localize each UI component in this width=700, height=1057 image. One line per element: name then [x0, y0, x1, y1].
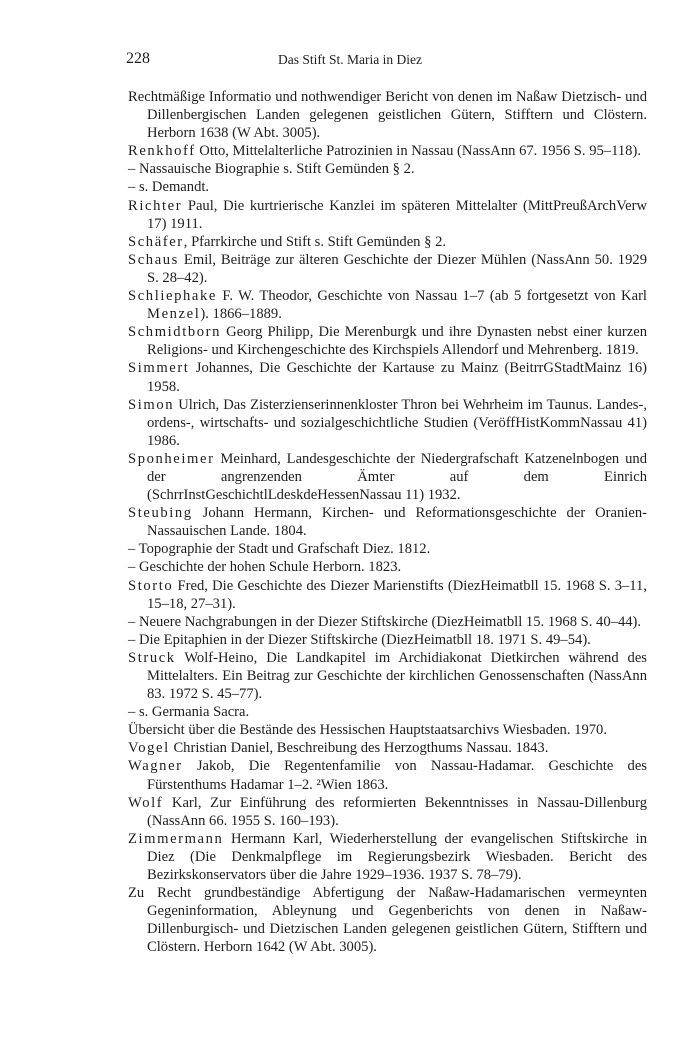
bibliography-entry: [128, 323, 647, 359]
entry-text: – s. Demandt.: [128, 179, 210, 196]
bibliography-entry: [128, 142, 647, 160]
entry-author: Schaus: [128, 251, 179, 268]
bibliography-entry: [128, 396, 647, 450]
bibliography-entry: [128, 558, 647, 576]
bibliography-entry: [128, 884, 647, 956]
entry-text: Rechtmäßige Informatio und nothwendiger Bericht von denen im Naßaw Dietzisch- und Dillenbergischen Landen gelegenen geistlichen Gütern, Stifftern und Clöstern. Herborn 1638 (W Abt. 3005).: [128, 89, 647, 142]
entry-author: Storto: [128, 577, 174, 594]
bibliography-entry: [128, 703, 647, 721]
entry-text: Meinhard, Landesgeschichte der Niedergrafschaft Katzenelnbogen und der angrenzenden Ämter auf dem Einrich (SchrrInstGeschichtlLdeskdeHessenNassau 11) 1932.: [147, 450, 647, 504]
entry-text: Johann Hermann, Kirchen- und Reformationsgeschichte der Oranien-Nassauischen Lande. 1804.: [147, 505, 647, 540]
entry-text: – Die Epitaphien in der Diezer Stiftskirche (DiezHeimatbll 18. 1971 S. 49–54).: [128, 631, 591, 648]
entry-text-tail: ). 1866–1889.: [200, 306, 282, 323]
bibliography-entry: [128, 233, 647, 251]
entry-text: , Pfarrkirche und Stift s. Stift Gemünden § 2.: [183, 233, 447, 250]
bibliography-entry: [128, 160, 647, 178]
entry-text: – Topographie der Stadt und Grafschaft Diez. 1812.: [128, 541, 431, 558]
entry-author: Renkhoff: [128, 143, 196, 160]
entry-author: Wagner: [128, 758, 183, 775]
bibliography-entry: [128, 757, 647, 793]
entry-text: Paul, Die kurtrierische Kanzlei im späteren Mittelalter (MittPreußArchVerw 17) 1911.: [147, 197, 647, 232]
bibliography-entry: [128, 287, 647, 323]
entry-author: Richter: [128, 197, 183, 214]
entry-text: Ulrich, Das Zisterzienserinnenkloster Thron bei Wehrheim im Taunus. Landes-, ordens-, wirtschafts- und sozialgeschichtliche Studien (VeröffHistKommNassau 41) 1986.: [147, 396, 647, 449]
entry-text: Übersicht über die Bestände des Hessischen Hauptstaatsarchivs Wiesbaden. 1970.: [128, 722, 607, 739]
entry-author: Struck: [128, 649, 176, 666]
bibliography-list: [128, 88, 647, 957]
entry-text: – s. Germania Sacra.: [128, 704, 250, 721]
entry-text: Fred, Die Geschichte des Diezer Marienstifts (DiezHeimatbll 15. 1968 S. 3–11, 15–18, 27–31).: [147, 577, 647, 612]
bibliography-entry: [128, 794, 647, 830]
bibliography-entry: [128, 197, 647, 233]
entry-text: Wolf-Heino, Die Landkapitel im Archidiakonat Dietkirchen während des Mittelalters. Ein Beitrag zur Geschichte der kirchlichen Genossenschaften (NassAnn 83. 1972 S. 45–77).: [147, 649, 647, 703]
bibliography-entry: [128, 739, 647, 757]
bibliography-entry: [128, 830, 647, 884]
entry-author: Wolf: [128, 794, 164, 811]
bibliography-entry: [128, 251, 647, 287]
entry-text: Christian Daniel, Beschreibung des Herzogthums Nassau. 1843.: [169, 740, 549, 757]
entry-text: Karl, Zur Einführung des reformierten Bekenntnisses in Nassau-Dillenburg (NassAnn 66. 1955 S. 160–193).: [147, 794, 647, 829]
entry-text: F. W. Theodor, Geschichte von Nassau 1–7 (ab 5 fortgesetzt von Karl: [216, 288, 647, 305]
entry-author: Zimmermann: [128, 830, 224, 847]
bibliography-entry: [128, 613, 647, 631]
entry-author: Simon: [128, 396, 175, 413]
entry-text: Hermann Karl, Wiederherstellung der evangelischen Stiftskirche in Diez (Die Denkmalpflege im Regierungsbezirk Wiesbaden. Bericht des Bezirkskonservators über die Jahre 1929–1936. 1937 S. 78–79).: [147, 830, 647, 884]
bibliography-entry: [128, 359, 647, 395]
page-number: 228: [126, 50, 150, 67]
entry-text: Jakob, Die Regentenfamilie von Nassau-Hadamar. Geschichte des Fürstenthums Hadamar 1–2. ²Wien 1863.: [147, 758, 647, 793]
entry-author: Schäfer: [128, 233, 184, 250]
entry-author: Simmert: [128, 360, 190, 377]
bibliography-entry: [128, 649, 647, 703]
entry-text: – Geschichte der hohen Schule Herborn. 1823.: [128, 559, 402, 576]
running-head: Das Stift St. Maria in Diez: [278, 52, 422, 67]
bibliography-entry: [128, 577, 647, 613]
entry-text: Emil, Beiträge zur älteren Geschichte der Diezer Mühlen (NassAnn 50. 1929 S. 28–42).: [147, 251, 647, 286]
entry-text: Georg Philipp, Die Merenburgk und ihre Dynasten nebst einer kurzen Religions- und Kirchengeschichte des Kirchspiels Allendorf und Mehrenberg. 1819.: [147, 324, 647, 359]
bibliography-entry: [128, 540, 647, 558]
entry-author: Schmidtborn: [128, 324, 221, 341]
entry-author: Schliephake: [128, 288, 217, 305]
entry-spaced-name: Menzel: [147, 306, 201, 323]
entry-text: – Neuere Nachgrabungen in der Diezer Stiftskirche (DiezHeimatbll 15. 1968 S. 40–44).: [128, 613, 642, 630]
bibliography-entry: [128, 504, 647, 540]
bibliography-entry: [128, 631, 647, 649]
bibliography-entry: [128, 721, 647, 739]
bibliography-entry: [128, 178, 647, 196]
entry-author: Steubing: [128, 505, 193, 522]
entry-author: Sponheimer: [128, 450, 215, 467]
bibliography-entry: [128, 88, 647, 142]
bibliography-entry: [128, 450, 647, 504]
entry-text: Johannes, Die Geschichte der Kartause zu Mainz (BeitrrGStadtMainz 16) 1958.: [147, 360, 647, 395]
entry-text: Zu Recht grundbeständige Abfertigung der Naßaw-Hadamarischen vermeynten Gegeninformation, Ableynung und Gegenberichts von denen in Naßaw-Dillenburgisch- und Dietzischen Landen gelegenen geistlichen Gütern, Stifftern und Clöstern. Herborn 1642 (W Abt. 3005).: [128, 885, 647, 956]
entry-text: Otto, Mittelalterliche Patrozinien in Nassau (NassAnn 67. 1956 S. 95–118).: [195, 143, 641, 160]
entry-author: Vogel: [128, 740, 170, 757]
entry-text: – Nassauische Biographie s. Stift Gemünden § 2.: [128, 161, 415, 178]
